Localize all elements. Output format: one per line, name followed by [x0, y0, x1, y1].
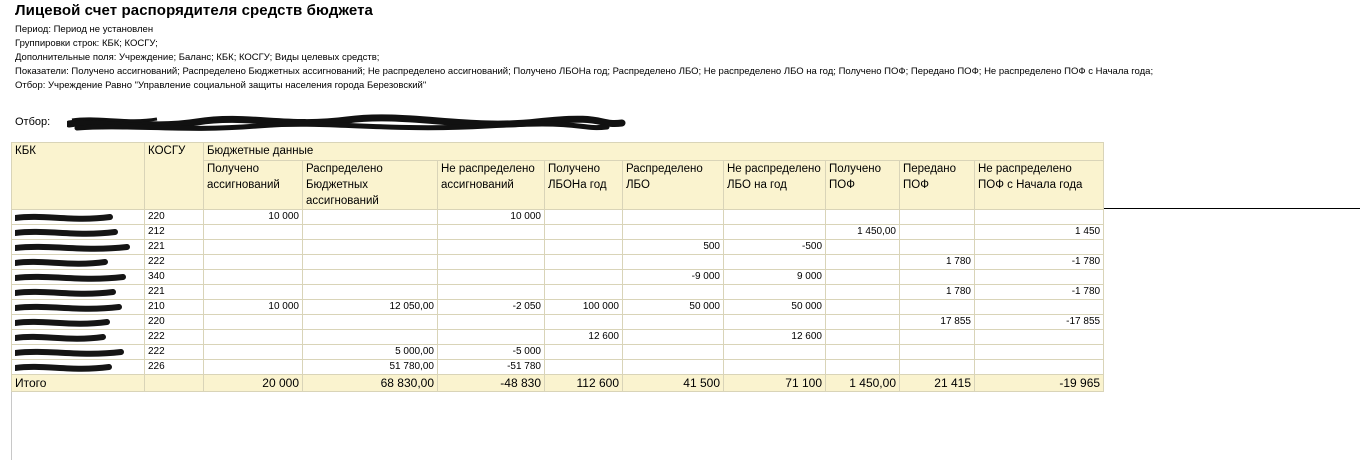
column-header: Получено ассигнований [204, 161, 303, 210]
value-cell [545, 240, 623, 255]
kbk-cell-redacted [12, 255, 145, 270]
value-cell [724, 315, 826, 330]
value-cell [545, 285, 623, 300]
value-cell [826, 285, 900, 300]
value-cell [724, 210, 826, 225]
value-cell [623, 285, 724, 300]
param-additional-fields: Дополнительные поля: Учреждение; Баланс; КБК; КОСГУ; Виды целевых средств; [15, 52, 380, 63]
kbk-cell-redacted [12, 330, 145, 345]
total-value-cell: 112 600 [545, 375, 623, 392]
value-cell [204, 240, 303, 255]
value-cell [204, 330, 303, 345]
value-cell [623, 255, 724, 270]
column-header: Распределено Бюджетных ассигнований [303, 161, 438, 210]
table-row [12, 360, 1104, 375]
column-header: Не распределено ЛБО на год [724, 161, 826, 210]
value-cell [438, 255, 545, 270]
total-kosgu [145, 375, 204, 392]
value-cell: 12 600 [545, 330, 623, 345]
value-cell [204, 360, 303, 375]
kosgu-cell: 212 [145, 225, 204, 240]
value-cell [826, 300, 900, 315]
value-cell: 50 000 [724, 300, 826, 315]
filter-row [15, 114, 615, 134]
value-cell [545, 225, 623, 240]
column-header: Не распределено ассигнований [438, 161, 545, 210]
total-value-cell: -19 965 [975, 375, 1104, 392]
value-cell [438, 225, 545, 240]
header-kbk: КБК [12, 143, 145, 210]
total-value-cell: -48 830 [438, 375, 545, 392]
table-row [12, 255, 1104, 270]
value-cell [900, 330, 975, 345]
kosgu-cell: 221 [145, 240, 204, 255]
value-cell [438, 330, 545, 345]
kosgu-cell: 222 [145, 255, 204, 270]
report-parameters [15, 23, 1153, 93]
value-cell: 12 050,00 [303, 300, 438, 315]
value-cell [975, 300, 1104, 315]
value-cell [826, 345, 900, 360]
value-cell [204, 225, 303, 240]
kosgu-cell: 220 [145, 315, 204, 330]
value-cell [623, 345, 724, 360]
total-label: Итого [12, 375, 145, 392]
value-cell [826, 270, 900, 285]
total-value-cell: 41 500 [623, 375, 724, 392]
value-cell: 1 780 [900, 255, 975, 270]
kosgu-cell: 220 [145, 210, 204, 225]
value-cell [724, 285, 826, 300]
value-cell [826, 255, 900, 270]
kosgu-cell: 222 [145, 330, 204, 345]
value-cell [204, 255, 303, 270]
value-cell [545, 315, 623, 330]
value-cell [724, 225, 826, 240]
value-cell [724, 360, 826, 375]
value-cell [900, 345, 975, 360]
value-cell [204, 270, 303, 285]
value-cell: 1 780 [900, 285, 975, 300]
value-cell [975, 210, 1104, 225]
param-indicators: Показатели: Получено ассигнований; Распределено Бюджетных ассигнований; Не распределено ассигнований; Получено ЛБОНа год; Распределено ЛБО; Не распределено ЛБО на год; Получено ПОФ; Передано ПОФ; Не распределено ПОФ с Начала года; [15, 66, 1154, 77]
value-cell: 50 000 [623, 300, 724, 315]
kosgu-cell: 226 [145, 360, 204, 375]
value-cell [975, 330, 1104, 345]
value-cell [303, 315, 438, 330]
param-row-grouping: Группировки строк: КБК; КОСГУ; [15, 38, 158, 49]
value-cell: -500 [724, 240, 826, 255]
kbk-cell-redacted [12, 315, 145, 330]
value-cell: 10 000 [204, 210, 303, 225]
table-row [12, 210, 1104, 225]
value-cell [900, 225, 975, 240]
value-cell: 500 [623, 240, 724, 255]
column-header: Получено ПОФ [826, 161, 900, 210]
divider-line [1102, 208, 1360, 209]
column-header: Получено ЛБОНа год [545, 161, 623, 210]
value-cell [900, 300, 975, 315]
value-cell: 1 450,00 [826, 225, 900, 240]
total-value-cell: 68 830,00 [303, 375, 438, 392]
table-row [12, 345, 1104, 360]
value-cell: -1 780 [975, 255, 1104, 270]
value-cell [900, 270, 975, 285]
value-cell [204, 345, 303, 360]
kosgu-cell: 222 [145, 345, 204, 360]
value-cell [623, 210, 724, 225]
kbk-cell-redacted [12, 225, 145, 240]
report-title: Лицевой счет распорядителя средств бюджета [15, 2, 373, 19]
value-cell: 10 000 [204, 300, 303, 315]
column-header: Распределено ЛБО [623, 161, 724, 210]
table-row [12, 270, 1104, 285]
table-row [12, 285, 1104, 300]
value-cell: 10 000 [438, 210, 545, 225]
kosgu-cell: 210 [145, 300, 204, 315]
value-cell [975, 360, 1104, 375]
value-cell [826, 360, 900, 375]
value-cell: 9 000 [724, 270, 826, 285]
value-cell [438, 285, 545, 300]
report-table [11, 142, 1104, 392]
table-row [12, 330, 1104, 345]
value-cell [975, 270, 1104, 285]
kbk-cell-redacted [12, 210, 145, 225]
value-cell [204, 315, 303, 330]
redacted-scribble [67, 114, 627, 136]
value-cell: -5 000 [438, 345, 545, 360]
value-cell [303, 210, 438, 225]
total-value-cell: 1 450,00 [826, 375, 900, 392]
total-value-cell: 20 000 [204, 375, 303, 392]
kbk-cell-redacted [12, 285, 145, 300]
value-cell [303, 270, 438, 285]
value-cell [438, 240, 545, 255]
value-cell [545, 360, 623, 375]
value-cell [826, 330, 900, 345]
value-cell [438, 315, 545, 330]
value-cell [623, 225, 724, 240]
value-cell [303, 225, 438, 240]
value-cell [303, 240, 438, 255]
value-cell: -2 050 [438, 300, 545, 315]
kosgu-cell: 340 [145, 270, 204, 285]
column-header: Передано ПОФ [900, 161, 975, 210]
value-cell [438, 270, 545, 285]
value-cell: -51 780 [438, 360, 545, 375]
header-kosgu: КОСГУ [145, 143, 204, 210]
value-cell [900, 210, 975, 225]
value-cell: 100 000 [545, 300, 623, 315]
value-cell: 12 600 [724, 330, 826, 345]
value-cell: -1 780 [975, 285, 1104, 300]
value-cell [623, 360, 724, 375]
value-cell: -9 000 [623, 270, 724, 285]
value-cell [975, 345, 1104, 360]
value-cell [900, 360, 975, 375]
kbk-cell-redacted [12, 345, 145, 360]
kbk-cell-redacted [12, 360, 145, 375]
total-value-cell: 71 100 [724, 375, 826, 392]
value-cell [545, 270, 623, 285]
value-cell [826, 315, 900, 330]
value-cell: 51 780,00 [303, 360, 438, 375]
total-value-cell: 21 415 [900, 375, 975, 392]
kosgu-cell: 221 [145, 285, 204, 300]
table-row [12, 225, 1104, 240]
value-cell: 5 000,00 [303, 345, 438, 360]
value-cell [204, 285, 303, 300]
value-cell [303, 330, 438, 345]
value-cell [975, 240, 1104, 255]
filter-label: Отбор: [15, 116, 51, 128]
value-cell [724, 255, 826, 270]
table-row [12, 300, 1104, 315]
table-row [12, 315, 1104, 330]
value-cell [303, 255, 438, 270]
value-cell [900, 240, 975, 255]
kbk-cell-redacted [12, 240, 145, 255]
value-cell [623, 330, 724, 345]
value-cell [545, 210, 623, 225]
kbk-cell-redacted [12, 270, 145, 285]
value-cell [826, 210, 900, 225]
value-cell [545, 255, 623, 270]
value-cell [623, 315, 724, 330]
value-cell [826, 240, 900, 255]
value-cell: 1 450 [975, 225, 1104, 240]
value-cell [545, 345, 623, 360]
param-filter: Отбор: Учреждение Равно "Управление социальной защиты населения города Березовский" [15, 80, 427, 91]
kbk-cell-redacted [12, 300, 145, 315]
column-header: Не распределено ПОФ с Начала года [975, 161, 1104, 210]
param-period: Период: Период не установлен [15, 24, 154, 35]
header-budget-data: Бюджетные данные [204, 143, 1104, 161]
value-cell [724, 345, 826, 360]
value-cell [303, 285, 438, 300]
value-cell: -17 855 [975, 315, 1104, 330]
table-row [12, 240, 1104, 255]
value-cell: 17 855 [900, 315, 975, 330]
